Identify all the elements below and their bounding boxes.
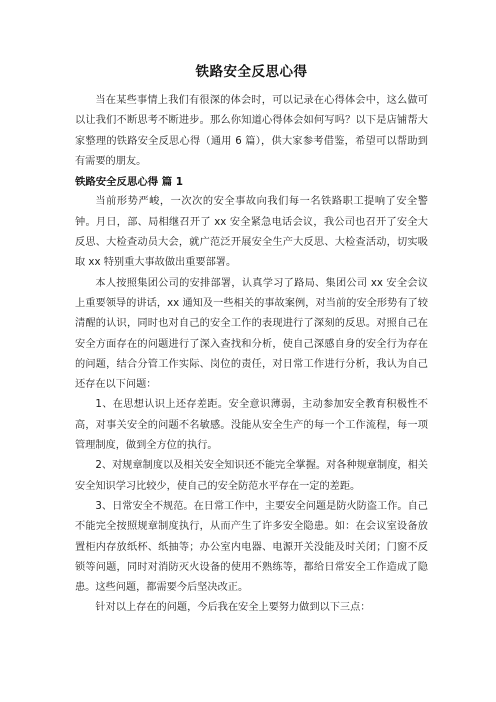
intro-paragraph: 当在某些事情上我们有很深的体会时，可以记录在心得体会中，这么做可以让我们不断思考不断进步。那么你知道心得体会如何写吗？以下是店铺帮大家整理的铁路安全反思心得（通用 6 篇），供大家参考借鉴，希望可以帮助到有需要的朋友。: [75, 95, 428, 167]
body-paragraph-1: 当前形势严峻，一次次的安全事故向我们每一名铁路职工提响了安全警钟。月日，部、局相继召开了 xx 安全紧急电话会议，我公司也召开了安全大反思、大检查动员大会，就广范泛开展安全生产大反思、大检查活动，切实吸取 xx 特别重大事故做出重要部署。: [75, 196, 428, 269]
body-paragraph-4: 2、对规章制度以及相关安全知识还不能完全掌握。对各种规章制度，相关安全知识学习比较少，使自己的安全防范水平存在一定的差距。: [75, 460, 428, 492]
section-heading: 铁路安全反思心得 篇 1: [75, 176, 183, 189]
body-paragraph-3: 1、在思想认识上还存差距。安全意识薄弱，主动参加安全教育积极性不高，对事关安全的问题不名敏感。没能从安全生产的每一个工作流程，每一项管理制度，做到全方位的执行。: [75, 399, 428, 452]
body-paragraph-6: 针对以上存在的问题，今后我在安全上要努力做到以下三点：: [95, 602, 371, 614]
body-paragraph-5: 3、日常安全不规范。在日常工作中，主要安全问题是防火防盗工作。自己不能完全按照规章制度执行，从而产生了许多安全隐患。如：在会议室设备放置柜内存放纸杯、纸抽等；办公室内电器、电源开关没能及时关闭；门窗不反锁等问题，同时对消防灭火设备的使用不熟练等，都给日常安全工作造成了隐患。这些问题，都需要今后坚决改正。: [75, 500, 428, 594]
document-title: 铁路安全反思心得: [195, 64, 308, 80]
body-paragraph-2: 本人按照集团公司的安排部署，认真学习了路局、集团公司 xx 安全会议上重要领导的讲话，xx 通知及一些相关的事故案例，对当前的安全形势有了较清醒的认识，同时也对自己的安全工作的表现进行了深刻的反思。对照自己在安全方面存在的问题进行了深入查找和分析，使自己深感自身的安全行为存在的问题，结合分管工作实际、岗位的责任，对日常工作进行分析，我认为自己还存在以下问题：: [75, 277, 428, 391]
